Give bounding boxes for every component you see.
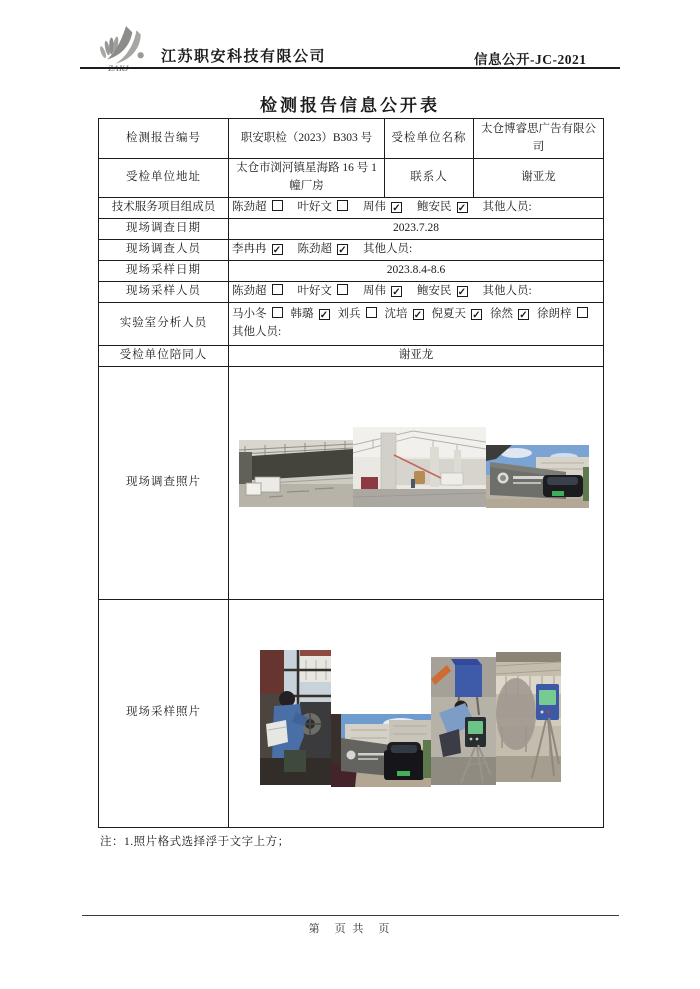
person-name: 李冉冉 — [232, 242, 267, 255]
survey-date-label: 现场调查日期 — [99, 218, 229, 239]
sampling-photo-worker-at-machine — [260, 650, 331, 785]
checkbox-unchecked-icon[interactable] — [272, 284, 283, 295]
others-label: 其他人员: — [482, 200, 532, 213]
person-name: 马小冬 — [232, 307, 267, 320]
escort-label: 受检单位陪同人 — [99, 345, 229, 366]
table-row — [99, 159, 604, 198]
table-row — [99, 281, 604, 302]
table-row — [99, 119, 604, 159]
footer-page-number: 第 页 共 页 — [308, 923, 392, 935]
checkbox-checked-icon[interactable]: ✓ — [319, 309, 329, 321]
checkbox-unchecked-icon[interactable] — [272, 307, 283, 318]
checkbox-checked-icon[interactable]: ✓ — [457, 202, 467, 214]
contact-value: 谢亚龙 — [474, 159, 604, 198]
survey-staff-label: 现场调查人员 — [99, 239, 229, 260]
sampling-date-value: 2023.8.4-8.6 — [229, 260, 604, 281]
contact-label: 联系人 — [385, 159, 474, 198]
checkbox-checked-icon[interactable]: ✓ — [472, 309, 481, 321]
sampling-date-label: 现场采样日期 — [99, 260, 229, 281]
checkbox-checked-icon[interactable]: ✓ — [392, 286, 401, 298]
checkbox-checked-icon[interactable]: ✓ — [457, 286, 467, 298]
checkbox-unchecked-icon[interactable] — [366, 307, 377, 318]
report-number-value: 职安职检（2023）B303 号 — [229, 119, 385, 159]
person-checkbox-item — [363, 283, 402, 301]
person-checkbox-item — [385, 306, 424, 324]
person-name: 周伟 — [363, 200, 386, 213]
others-label: 其他人员: — [363, 242, 413, 255]
header-rule — [80, 67, 620, 69]
person-name: 鲍安民 — [417, 200, 452, 213]
table-row — [99, 345, 604, 366]
escort-value: 谢亚龙 — [229, 345, 604, 366]
survey-date-value: 2023.7.28 — [229, 218, 604, 239]
person-checkbox-item — [363, 199, 402, 217]
checkbox-unchecked-icon[interactable] — [577, 307, 588, 318]
doc-code: 信息公开-JC-2021 — [474, 52, 587, 67]
company-logo-icon — [94, 24, 156, 72]
person-checkbox-item — [432, 306, 483, 324]
sampling-photo-sampler-on-tripod — [496, 652, 561, 782]
unit-address-value: 太仓市浏河镇星海路 16 号 1 幢厂房 — [229, 159, 385, 198]
footnote: 注：1.照片格式选择浮于文字上方； — [100, 836, 290, 848]
table-row — [99, 260, 604, 281]
unit-address-label: 受检单位地址 — [99, 159, 229, 198]
report-number-label: 检测报告编号 — [99, 119, 229, 159]
others-label: 其他人员: — [482, 284, 532, 297]
survey-photo-sign-and-car — [486, 445, 589, 508]
team-label: 技术服务项目组成员 — [99, 197, 229, 218]
checkbox-checked-icon[interactable]: ✓ — [338, 244, 347, 256]
person-checkbox-item — [232, 241, 283, 259]
survey-staff-checkbox-row — [229, 239, 604, 260]
logo-text: ZAKJ — [108, 63, 129, 72]
person-name: 刘兵 — [337, 307, 361, 320]
lab-staff-label: 实验室分析人员 — [99, 302, 229, 345]
table-row — [99, 197, 604, 218]
sampling-photo-worker-with-sampler — [431, 657, 496, 785]
company-name: 江苏职安科技有限公司 — [161, 49, 327, 65]
person-name: 陈劲超 — [297, 242, 332, 255]
checkbox-checked-icon[interactable]: ✓ — [413, 309, 423, 321]
others-label: 其他人员: — [232, 325, 282, 338]
sampling-photo-car-at-sign — [331, 714, 431, 787]
person-checkbox-item — [298, 199, 349, 217]
sampling-photos-cell — [229, 599, 604, 827]
person-checkbox-item — [298, 283, 349, 301]
table-row — [99, 599, 604, 827]
table-row — [99, 218, 604, 239]
lab-staff-checkbox-row — [229, 302, 604, 345]
unit-name-value: 太仓博睿思广告有限公司 — [474, 119, 604, 159]
person-name: 鲍安民 — [417, 284, 452, 297]
unit-name-label: 受检单位名称 — [385, 119, 474, 159]
person-checkbox-item — [298, 241, 349, 259]
survey-photo-warehouse-interior — [353, 427, 486, 507]
person-name: 徐然 — [490, 307, 513, 320]
sampling-staff-label: 现场采样人员 — [99, 281, 229, 302]
person-checkbox-item — [232, 199, 283, 217]
person-name: 徐朗梓 — [537, 307, 572, 320]
person-checkbox-item — [232, 306, 283, 324]
person-checkbox-item — [291, 306, 330, 324]
checkbox-unchecked-icon[interactable] — [337, 284, 348, 295]
person-checkbox-item — [232, 283, 283, 301]
table-row — [99, 302, 604, 345]
person-name: 韩璐 — [290, 307, 314, 320]
person-name: 周伟 — [363, 284, 386, 297]
page-title: 检测报告信息公开表 — [260, 96, 440, 115]
person-name: 叶好文 — [297, 284, 332, 297]
person-checkbox-item — [537, 306, 588, 324]
person-name: 陈劲超 — [232, 200, 267, 213]
person-name: 陈劲超 — [232, 284, 267, 297]
table-row — [99, 366, 604, 599]
survey-photos-cell — [229, 366, 604, 599]
sampling-photos-label: 现场采样照片 — [99, 599, 229, 827]
survey-photos-label: 现场调查照片 — [99, 366, 229, 599]
checkbox-unchecked-icon[interactable] — [272, 200, 283, 211]
checkbox-checked-icon[interactable]: ✓ — [392, 202, 401, 214]
person-checkbox-item — [417, 283, 468, 301]
person-checkbox-item — [417, 199, 468, 217]
person-name: 沈培 — [384, 307, 408, 320]
table-row — [99, 239, 604, 260]
checkbox-checked-icon[interactable]: ✓ — [519, 309, 528, 321]
footer-rule — [82, 915, 619, 916]
disclosure-form-table — [98, 118, 604, 828]
checkbox-unchecked-icon[interactable] — [337, 200, 348, 211]
person-name: 叶好文 — [297, 200, 332, 213]
person-checkbox-item — [490, 306, 529, 324]
team-checkbox-row — [229, 197, 604, 218]
person-name: 倪夏天 — [431, 307, 466, 320]
survey-photo-factory-interior — [239, 440, 353, 507]
checkbox-checked-icon[interactable]: ✓ — [272, 244, 282, 256]
sampling-staff-checkbox-row — [229, 281, 604, 302]
person-checkbox-item — [338, 306, 377, 324]
